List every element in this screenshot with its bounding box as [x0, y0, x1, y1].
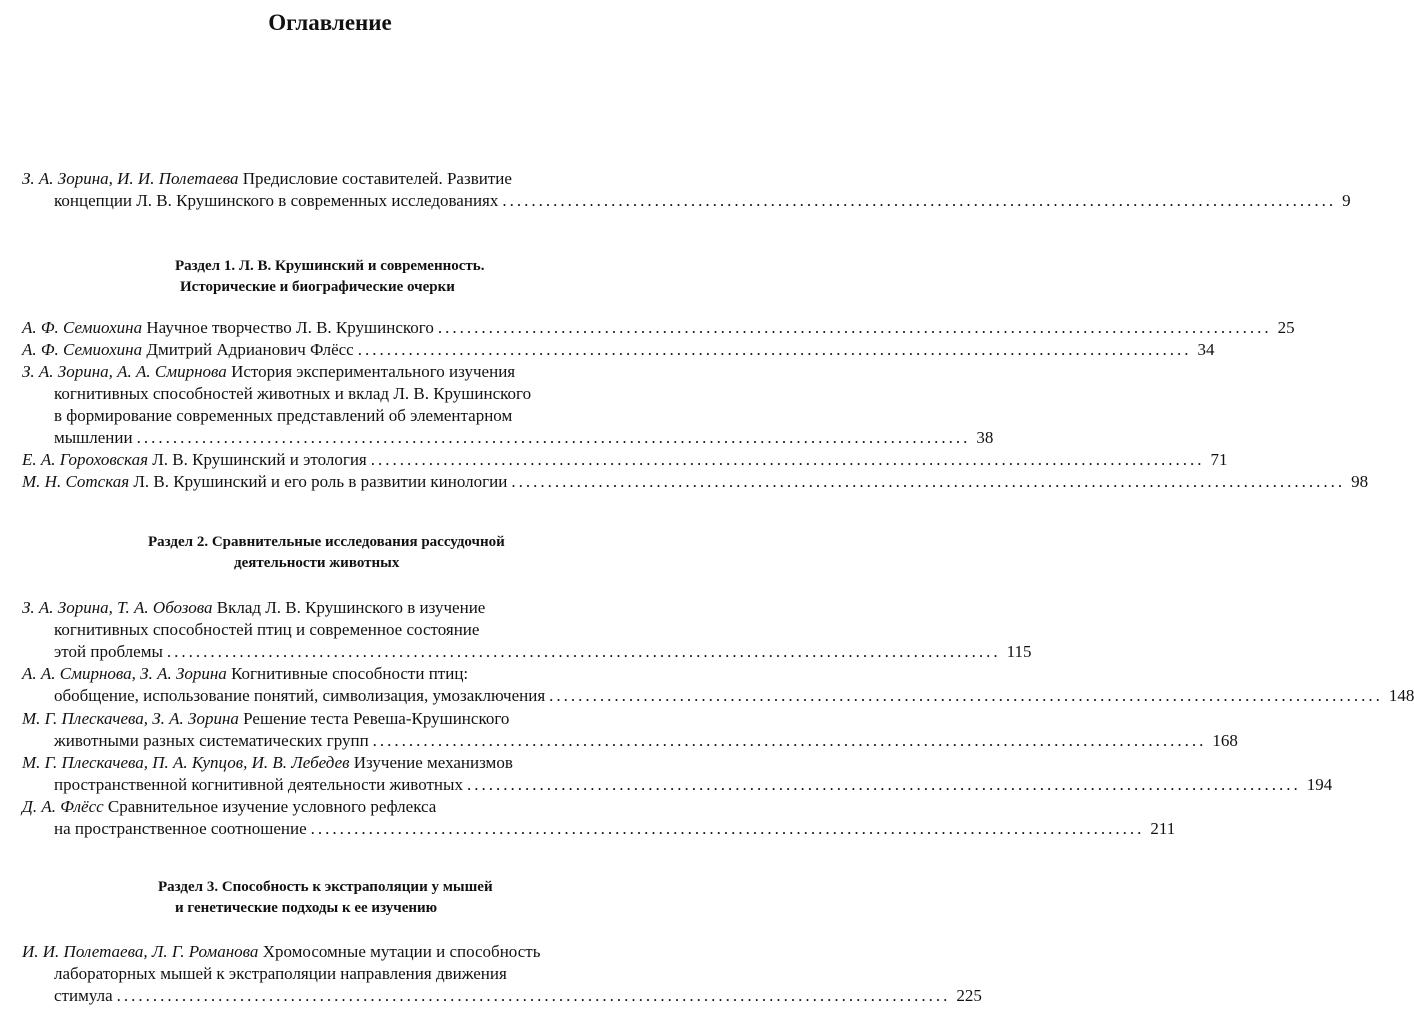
entry-title-cont: когнитивных способностей животных и вклад Л. В. Крушинского: [54, 384, 532, 403]
dot-leader: ...................................................................................................................: [466, 775, 1301, 794]
toc-entry[interactable]: [22, 449, 1228, 471]
toc-entry[interactable]: [22, 663, 1414, 707]
entry-title: Хромосомные мутации и способность: [262, 942, 541, 961]
entry-title: Когнитивные способности птиц:: [231, 664, 469, 683]
entry-title: Л. В. Крушинский и этология: [152, 450, 367, 469]
entry-title: Решение теста Ревеша-Крушинского: [243, 709, 510, 728]
entry-authors: М. Н. Сотская: [22, 472, 130, 491]
dot-leader: ...................................................................................................................: [357, 340, 1192, 359]
dot-leader: ...................................................................................................................: [549, 686, 1383, 705]
entry-authors: А. А. Смирнова, З. А. Зорина: [22, 664, 227, 683]
entry-authors: Е. А. Гороховская: [22, 450, 148, 469]
toc-entry[interactable]: [22, 339, 1215, 361]
dot-leader: ...................................................................................................................: [166, 642, 1001, 661]
entry-authors: З. А. Зорина, И. И. Полетаева: [22, 169, 239, 188]
toc-entry[interactable]: [22, 941, 982, 1007]
entry-title-cont: этой проблемы: [54, 642, 163, 661]
entry-title: Сравнительное изучение условного рефлекса: [107, 797, 437, 816]
page-number: 38: [976, 428, 994, 447]
toc-entry[interactable]: [22, 708, 1238, 752]
entry-title-cont: животными разных систематических групп: [54, 731, 369, 750]
page-number: 9: [1342, 191, 1351, 210]
entry-authors: Д. А. Флёсс: [22, 797, 104, 816]
entry-title-cont: когнитивных способностей птиц и современное состояние: [54, 620, 480, 639]
page-title: Оглавление: [268, 10, 392, 35]
entry-authors: З. А. Зорина, А. А. Смирнова: [22, 362, 227, 381]
entry-authors: М. Г. Плескачева, З. А. Зорина: [22, 709, 239, 728]
page-number: 225: [956, 986, 982, 1005]
entry-authors: А. Ф. Семиохина: [22, 340, 143, 359]
entry-authors: М. Г. Плескачева, П. А. Купцов, И. В. Лебедев: [22, 753, 350, 772]
entry-title-cont: мышлении: [54, 428, 133, 447]
entry-title: Вклад Л. В. Крушинского в изучение: [216, 598, 486, 617]
dot-leader: ...................................................................................................................: [310, 819, 1145, 838]
entry-title: Дмитрий Адрианович Флёсс: [146, 340, 354, 359]
page-number: 115: [1006, 642, 1032, 661]
section-1-heading: Раздел 1. Л. В. Крушинский и современность. Исторические и биографические очерки: [175, 258, 485, 295]
toc-entry[interactable]: [22, 471, 1369, 493]
toc-entry[interactable]: [22, 752, 1333, 796]
entry-title-cont: концепции Л. В. Крушинского в современных исследованиях: [54, 191, 499, 210]
toc-entry[interactable]: [22, 796, 1176, 840]
page-number: 148: [1388, 686, 1414, 705]
section-2-heading: Раздел 2. Сравнительные исследования рассудочной деятельности животных: [148, 534, 505, 571]
dot-leader: ...................................................................................................................: [116, 986, 951, 1005]
entry-title-cont: обобщение, использование понятий, символизация, умозаключения: [54, 686, 546, 705]
page-number: 194: [1306, 775, 1333, 794]
entry-authors: И. И. Полетаева, Л. Г. Романова: [22, 942, 259, 961]
dot-leader: ...................................................................................................................: [502, 191, 1337, 210]
entry-title-cont: на пространственное соотношение: [54, 819, 307, 838]
entry-title-cont: в формирование современных представлений об элементарном: [54, 406, 513, 425]
page-number: 71: [1210, 450, 1228, 469]
page-number: 168: [1212, 731, 1238, 750]
dot-leader: ...................................................................................................................: [511, 472, 1346, 491]
toc-entry[interactable]: [22, 361, 994, 449]
page-number: 25: [1277, 318, 1295, 337]
toc-entry[interactable]: [22, 597, 1032, 663]
entry-title: Научное творчество Л. В. Крушинского: [146, 318, 434, 337]
entry-title: История экспериментального изучения: [231, 362, 516, 381]
page-number: 34: [1197, 340, 1215, 359]
toc-entry-preface[interactable]: [22, 168, 1351, 212]
entry-title-cont: стимула: [54, 986, 113, 1005]
dot-leader: ...................................................................................................................: [372, 731, 1207, 750]
entry-title-cont: пространственной когнитивной деятельности животных: [54, 775, 463, 794]
page-number: 98: [1351, 472, 1369, 491]
entry-authors: А. Ф. Семиохина: [22, 318, 143, 337]
page-number: 211: [1150, 819, 1176, 838]
dot-leader: ...................................................................................................................: [437, 318, 1272, 337]
entry-title: Л. В. Крушинский и его роль в развитии кинологии: [133, 472, 508, 491]
dot-leader: ...................................................................................................................: [136, 428, 971, 447]
entry-title: Изучение механизмов: [353, 753, 513, 772]
dot-leader: ...................................................................................................................: [370, 450, 1205, 469]
entry-title-cont: лабораторных мышей к экстраполяции направления движения: [54, 964, 507, 983]
entry-authors: З. А. Зорина, Т. А. Обозова: [22, 598, 213, 617]
entry-title: Предисловие составителей. Развитие: [242, 169, 512, 188]
toc-entry[interactable]: [22, 317, 1295, 339]
section-3-heading: Раздел 3. Способность к экстраполяции у мышей и генетические подходы к ее изучению: [158, 879, 493, 916]
